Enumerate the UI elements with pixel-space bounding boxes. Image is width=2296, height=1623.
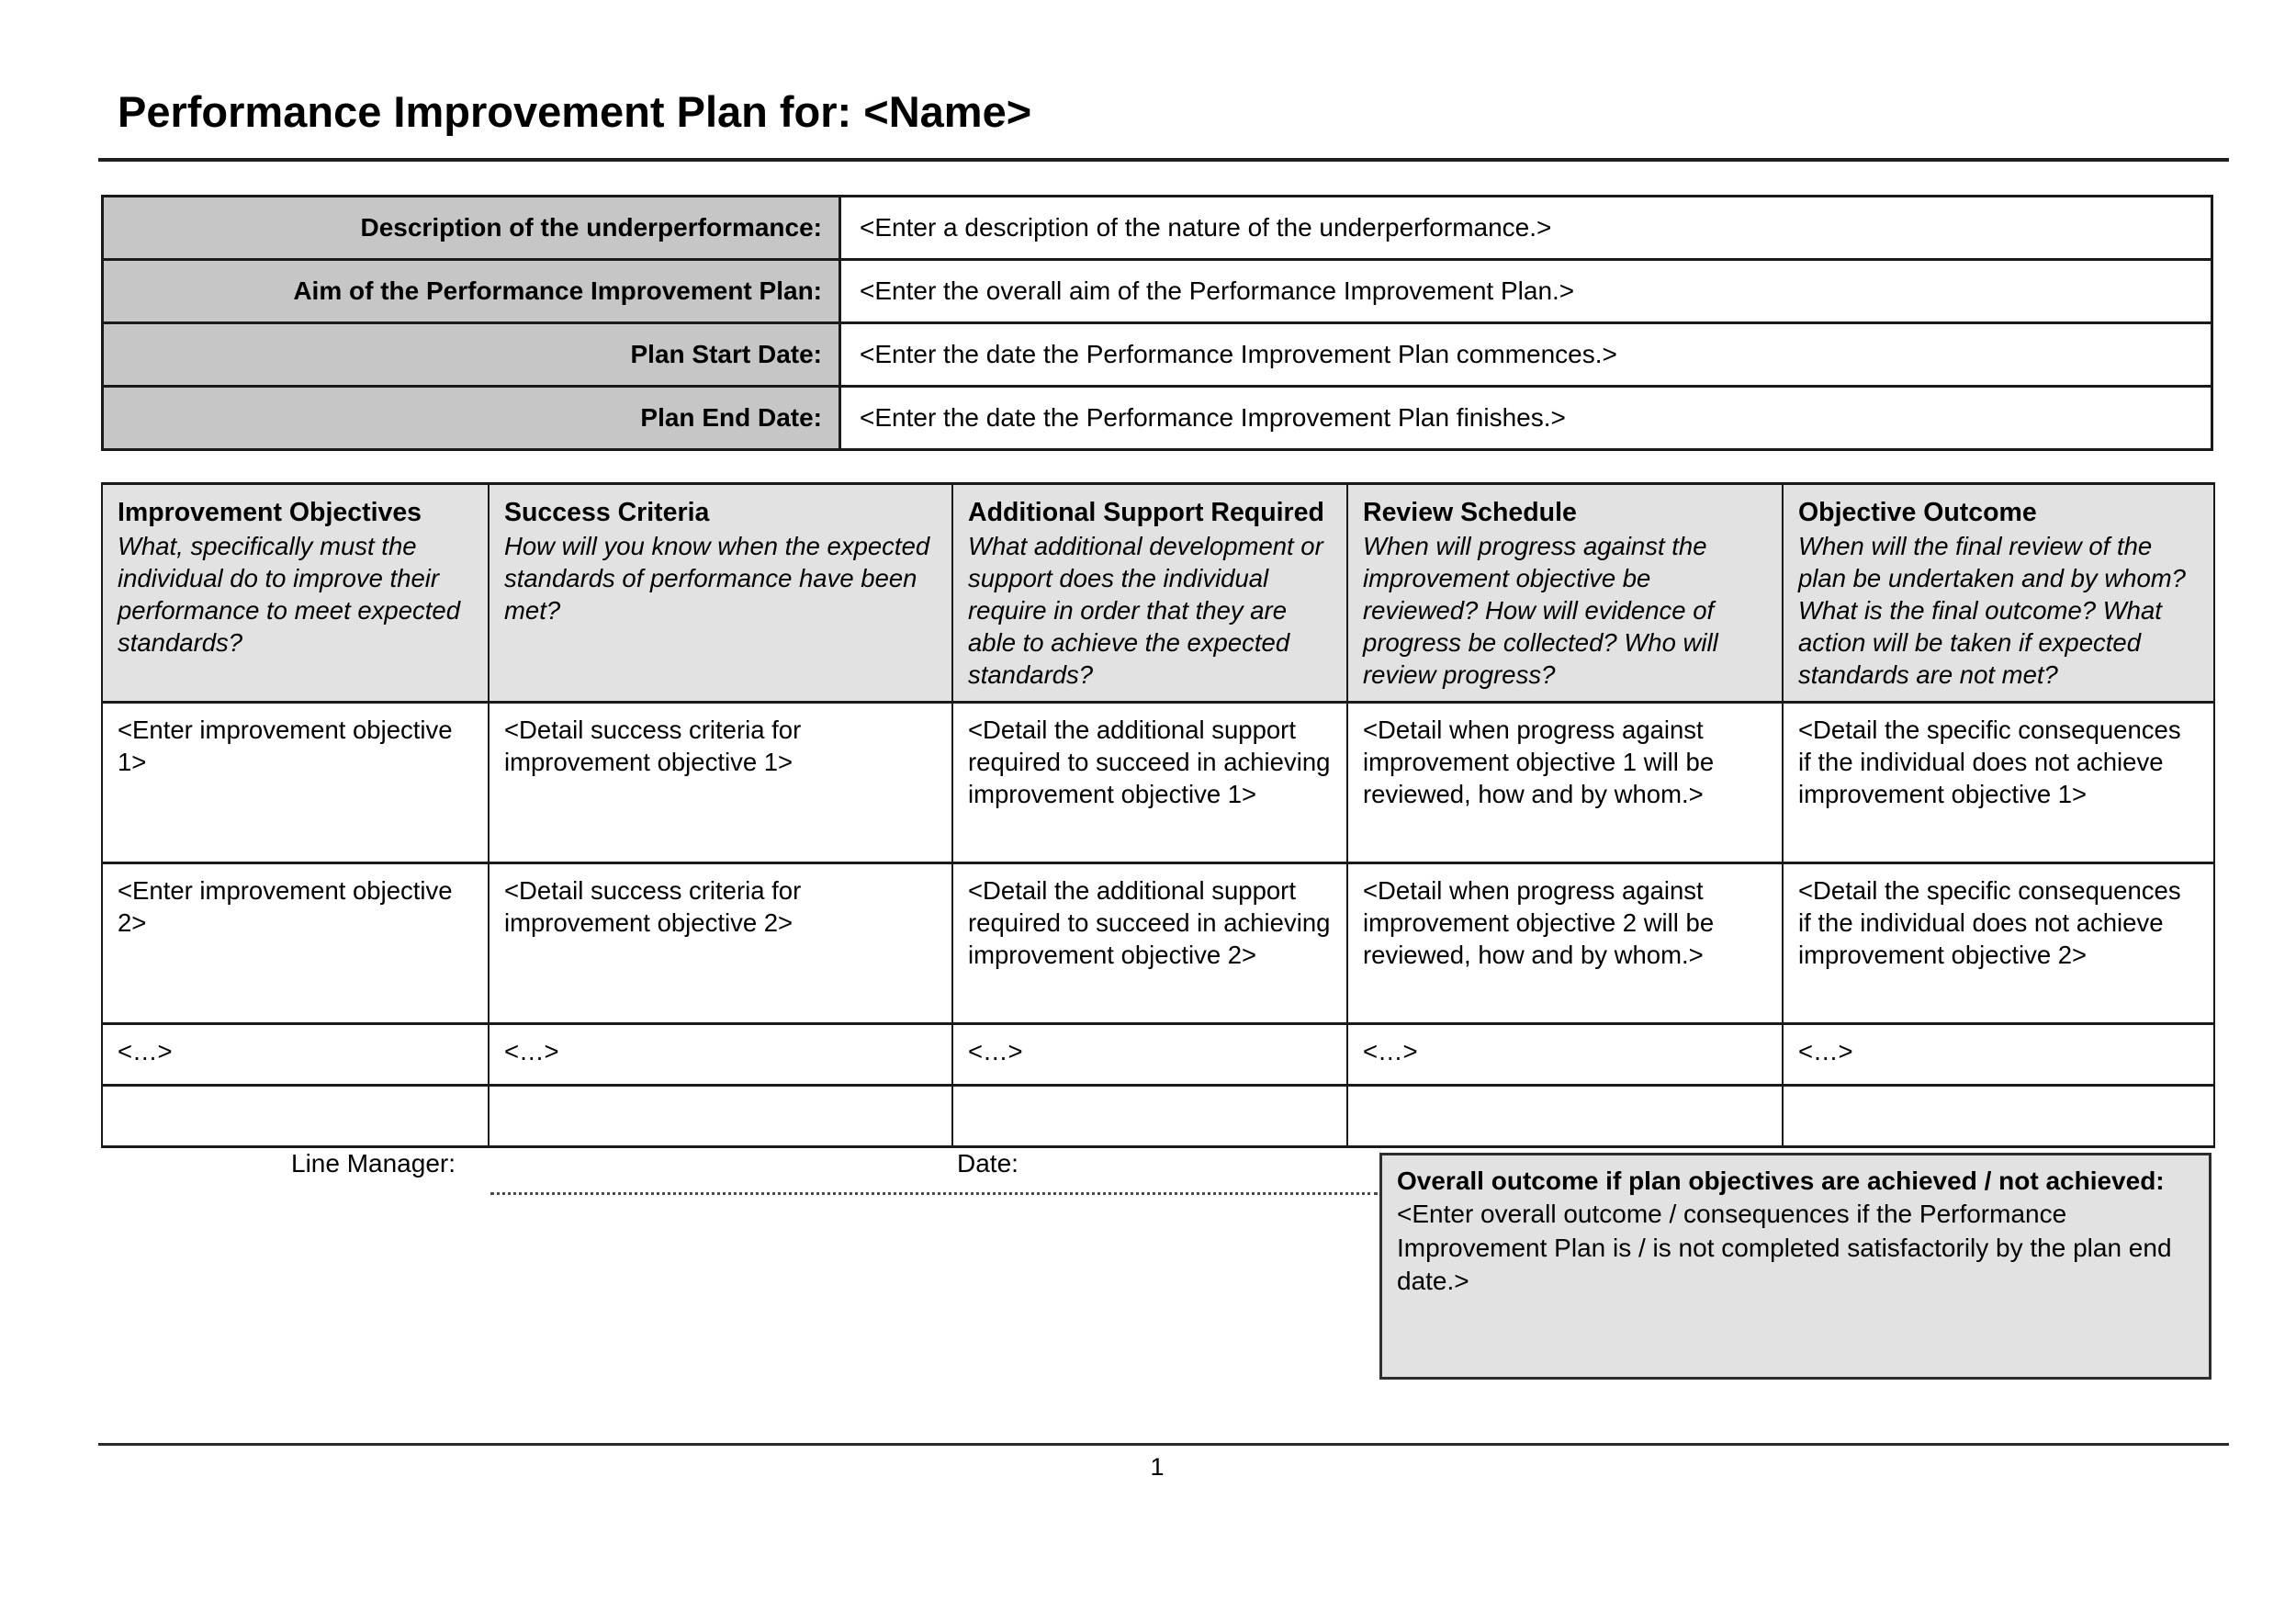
objective-field[interactable] (952, 1085, 1347, 1146)
summary-label: Description of the underperformance: (103, 197, 840, 260)
objective-row-2 (102, 862, 2214, 1023)
header-title: Review Schedule (1363, 498, 1577, 527)
objective-field[interactable]: <Detail success criteria for improvement objective 1> (489, 702, 952, 862)
summary-label: Plan End Date: (103, 387, 840, 450)
objective-field[interactable]: <…> (102, 1023, 489, 1085)
column-header-review-schedule (1347, 484, 1783, 703)
summary-row (103, 197, 2212, 260)
objective-row-1 (102, 702, 2214, 862)
column-header-improvement-objectives (102, 484, 489, 703)
objective-field[interactable]: <Enter improvement objective 1> (102, 702, 489, 862)
overall-outcome-box (1379, 1153, 2212, 1380)
signature-line[interactable] (490, 1178, 1378, 1195)
objective-field[interactable]: <Detail the additional support required to succeed in achieving improvement objective 1> (952, 702, 1347, 862)
objective-field[interactable] (1347, 1085, 1783, 1146)
outcome-body-field[interactable]: <Enter overall outcome / consequences if the Performance Improvement Plan is / is not completed satisfactorily by the plan end date.> (1397, 1200, 2172, 1296)
summary-value-field[interactable]: <Enter the date the Performance Improvement Plan commences.> (840, 323, 2212, 387)
objective-field[interactable] (102, 1085, 489, 1146)
objective-field[interactable]: <Detail the specific consequences if the individual does not achieve improvement objective 2> (1783, 862, 2214, 1023)
objective-field[interactable]: <…> (1347, 1023, 1783, 1085)
line-manager-label: Line Manager: (291, 1149, 456, 1178)
page-number: 1 (1150, 1453, 1165, 1481)
header-title: Additional Support Required (968, 498, 1324, 527)
summary-value-field[interactable]: <Enter a description of the nature of the underperformance.> (840, 197, 2212, 260)
objective-field[interactable]: <Detail success criteria for improvement objective 2> (489, 862, 952, 1023)
objective-field[interactable]: <…> (952, 1023, 1347, 1085)
objective-field[interactable]: <…> (489, 1023, 952, 1085)
column-header-objective-outcome (1783, 484, 2214, 703)
header-title: Objective Outcome (1798, 498, 2037, 527)
header-description: When will the final review of the plan be undertaken and by whom? What is the final outcome? What action will be taken if expected standards are not met? (1798, 532, 2186, 689)
date-label: Date: (957, 1149, 1019, 1178)
title-divider (98, 158, 2229, 162)
header-title: Improvement Objectives (118, 498, 422, 527)
summary-value-field[interactable]: <Enter the overall aim of the Performance Improvement Plan.> (840, 260, 2212, 323)
objective-field[interactable] (489, 1085, 952, 1146)
objective-field[interactable] (1783, 1085, 2214, 1146)
objective-row-empty (102, 1085, 2214, 1146)
summary-label: Plan Start Date: (103, 323, 840, 387)
objective-row-ellipsis (102, 1023, 2214, 1085)
header-description: What additional development or support does the individual require in order that they are able to achieve the expected standards? (968, 532, 1323, 689)
summary-label: Aim of the Performance Improvement Plan: (103, 260, 840, 323)
header-description: What, specifically must the individual do to improve their performance to meet expected standards? (118, 532, 460, 657)
column-header-success-criteria (489, 484, 952, 703)
objective-field[interactable]: <Detail the specific consequences if the individual does not achieve improvement objective 1> (1783, 702, 2214, 862)
objectives-header-row (102, 484, 2214, 703)
objective-field[interactable]: <Detail when progress against improvement objective 1 will be reviewed, how and by whom.> (1347, 702, 1783, 862)
summary-table (101, 195, 2213, 451)
header-description: How will you know when the expected standards of performance have been met? (504, 532, 930, 626)
outcome-title: Overall outcome if plan objectives are achieved / not achieved: (1397, 1167, 2165, 1195)
summary-value-field[interactable]: <Enter the date the Performance Improvement Plan finishes.> (840, 387, 2212, 450)
header-description: When will progress against the improvement objective be reviewed? How will evidence of progress be collected? Who will review progress? (1363, 532, 1718, 689)
summary-row (103, 323, 2212, 387)
objective-field[interactable]: <Detail when progress against improvement objective 2 will be reviewed, how and by whom.> (1347, 862, 1783, 1023)
objectives-table (101, 482, 2215, 1148)
objective-field[interactable]: <Detail the additional support required to succeed in achieving improvement objective 2> (952, 862, 1347, 1023)
page-title: Performance Improvement Plan for: <Name> (118, 87, 1032, 136)
objective-field[interactable]: <…> (1783, 1023, 2214, 1085)
header-title: Success Criteria (504, 498, 710, 527)
footer-divider (98, 1443, 2229, 1446)
summary-row (103, 260, 2212, 323)
summary-row (103, 387, 2212, 450)
objective-field[interactable]: <Enter improvement objective 2> (102, 862, 489, 1023)
column-header-additional-support (952, 484, 1347, 703)
